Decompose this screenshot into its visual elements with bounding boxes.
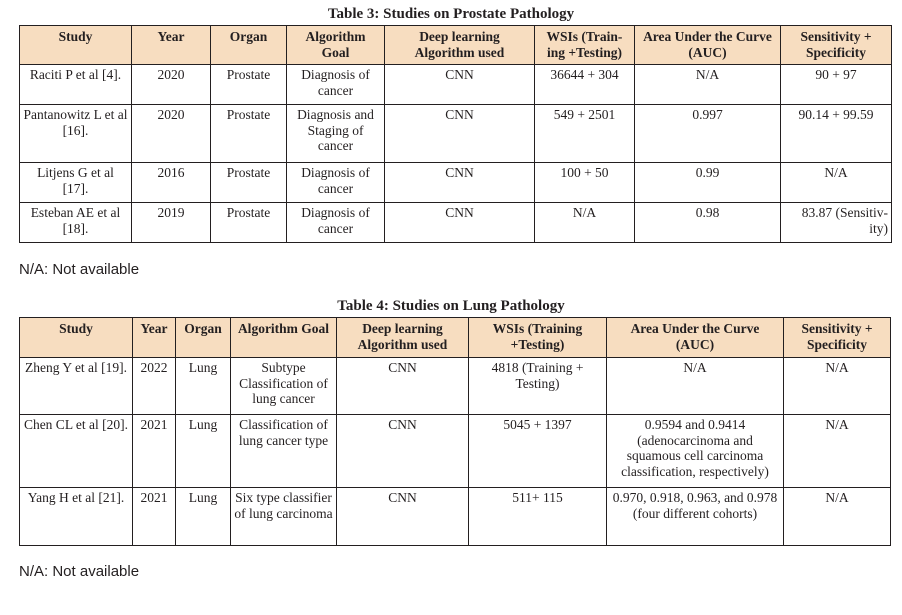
study-cell: Esteban AE et al [18]. <box>20 203 132 243</box>
header-study: Study <box>20 26 132 65</box>
header-year: Year <box>132 26 211 65</box>
header-study: Study <box>20 318 133 358</box>
goal-cell: Classification of lung cancer type <box>231 415 337 488</box>
prostate-studies-table <box>19 25 892 243</box>
header-algorithm-goal: Algorithm Goal <box>231 318 337 358</box>
organ-cell: Prostate <box>211 65 287 105</box>
study-cell: Yang H et al [21]. <box>20 488 133 546</box>
goal-cell: Subtype Classification of lung cancer <box>231 358 337 415</box>
auc-cell: 0.98 <box>635 203 781 243</box>
header-sensitivity-specificity: Sensitivity + Specificity <box>784 318 891 358</box>
study-cell: Raciti P et al [4]. <box>20 65 132 105</box>
algorithm-cell: CNN <box>385 203 535 243</box>
organ-cell: Lung <box>176 358 231 415</box>
table-row <box>20 415 891 488</box>
lung-studies-table <box>19 317 891 546</box>
table-row <box>20 203 892 243</box>
table-row <box>20 105 892 163</box>
table4-caption: Table 4: Studies on Lung Pathology <box>337 298 565 314</box>
year-cell: 2022 <box>133 358 176 415</box>
header-wsis: WSIs (Train-ing +Testing) <box>535 26 635 65</box>
study-cell: Zheng Y et al [19]. <box>20 358 133 415</box>
header-organ: Organ <box>211 26 287 65</box>
wsis-cell: 549 + 2501 <box>535 105 635 163</box>
table-row <box>20 163 892 203</box>
table-row <box>20 358 891 415</box>
organ-cell: Prostate <box>211 105 287 163</box>
header-sensitivity-specificity: Sensitivity + Specificity <box>781 26 892 65</box>
table-row <box>20 488 891 546</box>
wsis-cell: 100 + 50 <box>535 163 635 203</box>
wsis-cell: 36644 + 304 <box>535 65 635 105</box>
header-wsis: WSIs (Training +Testing) <box>469 318 607 358</box>
sensitivity-cell: 83.87 (Sensitiv-ity) <box>781 203 892 243</box>
year-cell: 2020 <box>132 65 211 105</box>
header-auc: Area Under the Curve (AUC) <box>635 26 781 65</box>
organ-cell: Prostate <box>211 163 287 203</box>
sensitivity-cell: 90.14 + 99.59 <box>781 105 892 163</box>
sensitivity-cell: N/A <box>784 488 891 546</box>
auc-cell: 0.970, 0.918, 0.963, and 0.978 (four different cohorts) <box>607 488 784 546</box>
organ-cell: Lung <box>176 488 231 546</box>
year-cell: 2016 <box>132 163 211 203</box>
auc-cell: 0.9594 and 0.9414 (adenocarcinoma and squamous cell carcinoma classification, respectively) <box>607 415 784 488</box>
study-cell: Litjens G et al [17]. <box>20 163 132 203</box>
algorithm-cell: CNN <box>385 105 535 163</box>
year-cell: 2021 <box>133 488 176 546</box>
header-deep-learning-algorithm: Deep learning Algorithm used <box>385 26 535 65</box>
study-cell: Pantanowitz L et al [16]. <box>20 105 132 163</box>
wsis-cell: 511+ 115 <box>469 488 607 546</box>
year-cell: 2021 <box>133 415 176 488</box>
sensitivity-cell: 90 + 97 <box>781 65 892 105</box>
wsis-cell: 5045 + 1397 <box>469 415 607 488</box>
header-deep-learning-algorithm: Deep learning Algorithm used <box>337 318 469 358</box>
year-cell: 2019 <box>132 203 211 243</box>
algorithm-cell: CNN <box>385 163 535 203</box>
auc-cell: N/A <box>607 358 784 415</box>
sensitivity-cell: N/A <box>784 358 891 415</box>
organ-cell: Lung <box>176 415 231 488</box>
table3-footnote: N/A: Not available <box>19 261 140 278</box>
auc-cell: 0.997 <box>635 105 781 163</box>
sensitivity-cell: N/A <box>781 163 892 203</box>
table3-caption: Table 3: Studies on Prostate Pathology <box>327 6 575 22</box>
auc-cell: N/A <box>635 65 781 105</box>
header-algorithm-goal: Algorithm Goal <box>287 26 385 65</box>
goal-cell: Six type classifier of lung carcinoma <box>231 488 337 546</box>
year-cell: 2020 <box>132 105 211 163</box>
table4-footnote: N/A: Not available <box>19 563 140 580</box>
table-header-row <box>20 318 891 358</box>
study-cell: Chen CL et al [20]. <box>20 415 133 488</box>
goal-cell: Diagnosis and Staging of cancer <box>287 105 385 163</box>
algorithm-cell: CNN <box>337 415 469 488</box>
sensitivity-cell: N/A <box>784 415 891 488</box>
header-organ: Organ <box>176 318 231 358</box>
table-header-row <box>20 26 892 65</box>
goal-cell: Diagnosis of cancer <box>287 163 385 203</box>
algorithm-cell: CNN <box>337 488 469 546</box>
table-row <box>20 65 892 105</box>
organ-cell: Prostate <box>211 203 287 243</box>
algorithm-cell: CNN <box>337 358 469 415</box>
wsis-cell: N/A <box>535 203 635 243</box>
algorithm-cell: CNN <box>385 65 535 105</box>
auc-cell: 0.99 <box>635 163 781 203</box>
header-year: Year <box>133 318 176 358</box>
goal-cell: Diagnosis of cancer <box>287 65 385 105</box>
goal-cell: Diagnosis of cancer <box>287 203 385 243</box>
header-auc: Area Under the Curve (AUC) <box>607 318 784 358</box>
wsis-cell: 4818 (Training + Testing) <box>469 358 607 415</box>
